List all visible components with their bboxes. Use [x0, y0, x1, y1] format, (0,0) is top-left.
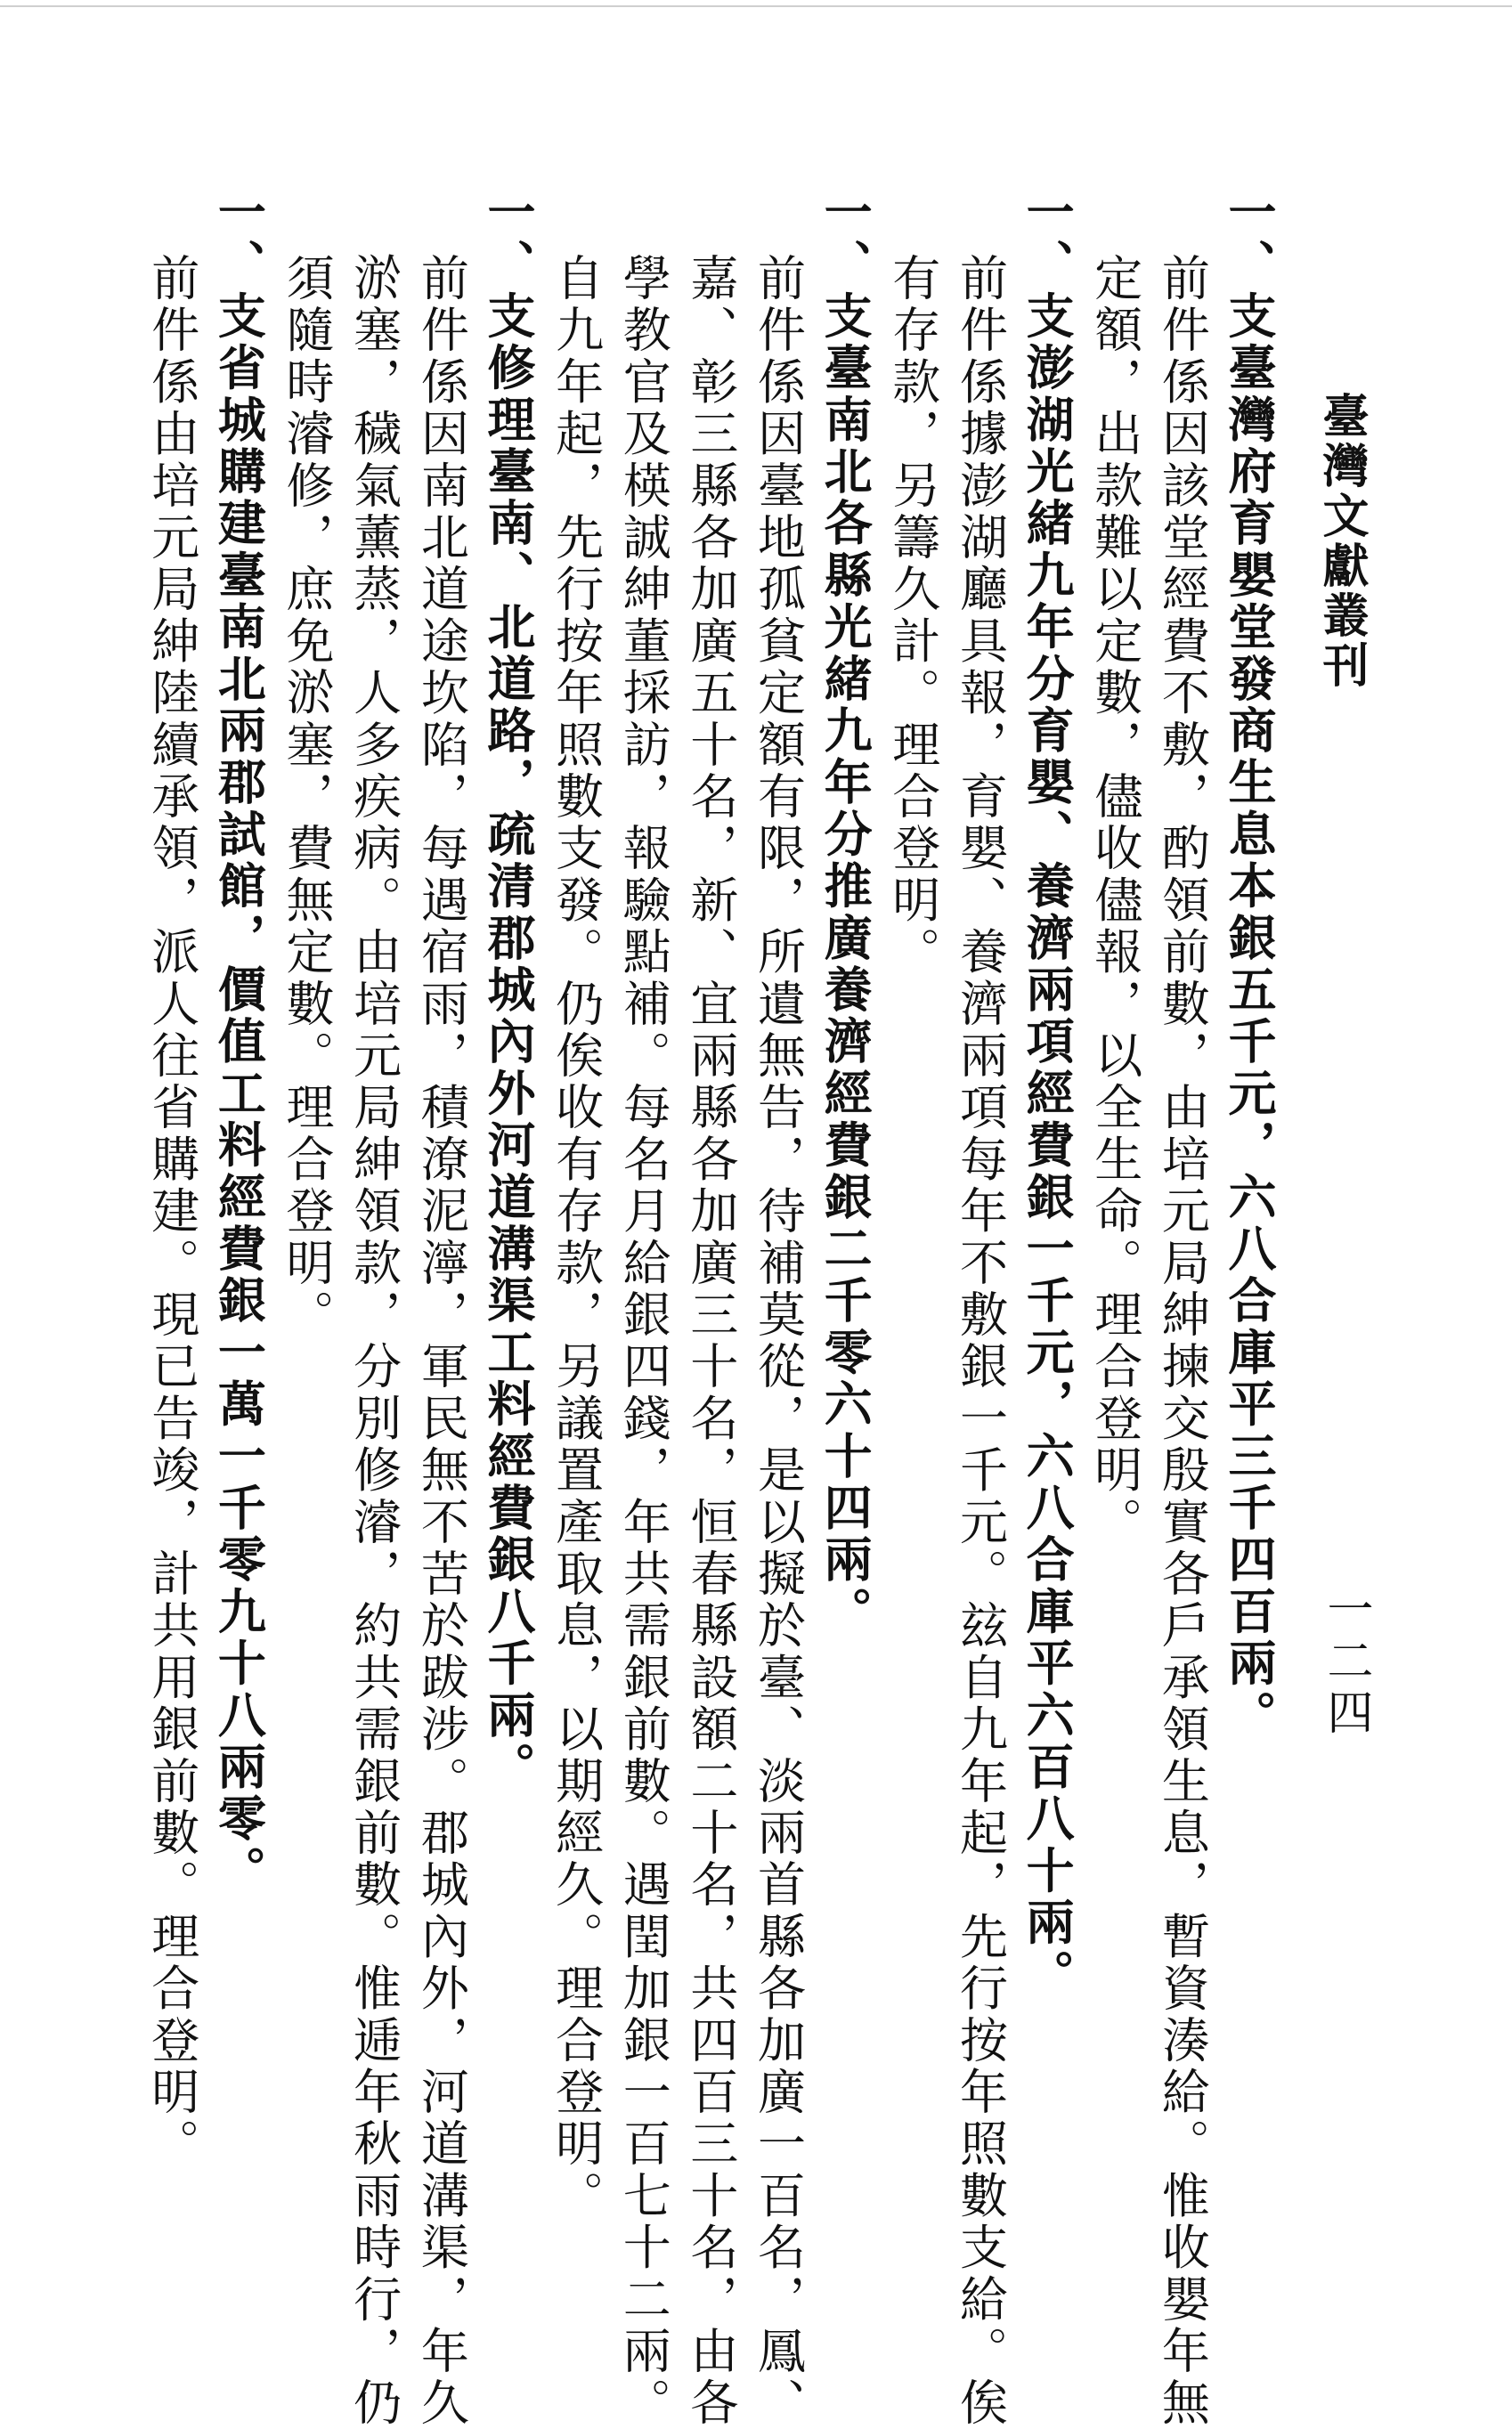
- item-4-body-line-3: 須隨時濬修，庶免淤塞，費無定數。理合登明。: [279, 253, 336, 1342]
- item-1-body-line-2: 定額，出款難以定數，儘收儘報，以全生命。理合登明。: [1086, 253, 1143, 1548]
- item-4-body-line-1: 前件係因南北道途坎陷，每遇宿雨，積潦泥濘，軍民無不苦於跋涉。郡城內外，河道溝渠，年久: [413, 253, 470, 2429]
- item-1-heading: 一、支臺灣府育嬰堂發商生息本銀五千元，六八合庫平三千四百兩。: [1221, 187, 1278, 1742]
- item-5-heading: 一、支省城購建臺南北兩郡試館，價值工料經費銀一萬一千零九十八兩零。: [210, 187, 268, 1897]
- item-3-body-line-3: 學教官及楧誠紳董採訪，報驗點補。每名月給銀四錢，年共需銀前數。遇閏加銀一百七十二兩。: [615, 253, 672, 2429]
- item-2-body-line-1: 前件係據澎湖廳具報，育嬰、養濟兩項每年不敷銀一千元。玆自九年起，先行按年照數支給。俟: [952, 253, 1009, 2429]
- item-3-body-line-4: 自九年起，先行按年照數支發。仍俟收有存款，另議置產取息，以期經久。理合登明。: [548, 253, 605, 2222]
- body-text: [142, 187, 1278, 2429]
- item-4-body-line-2: 淤塞，穢氣薰蒸，人多疾病。由培元局紳領款，分別修濬，約共需銀前數。惟逓年秋雨時行，仍: [345, 253, 402, 2429]
- item-2-body-line-2: 有存款，另籌久計。理合登明。: [884, 253, 941, 979]
- journal-title: 臺灣文獻叢刊: [1314, 392, 1369, 691]
- page-top-border: [0, 5, 1512, 7]
- item-2-heading: 一、支澎湖光緒九年分育嬰、養濟兩項經費銀一千元，六八合庫平六百八十兩。: [1019, 187, 1077, 2001]
- item-1-body-line-1: 前件係因該堂經費不敷，酌領前數，由培元局紳揀交殷實各戶承領生息，暫資湊給。惟收嬰年無: [1154, 253, 1211, 2429]
- item-3-heading: 一、支臺南北各縣光緒九年分推廣養濟經費銀二千零六十四兩。: [817, 187, 874, 1638]
- item-5-body-line-1: 前件係由培元局紳陸續承領，派人往省購建。現已告竣，計共用銀前數。理合登明。: [143, 253, 200, 2171]
- item-3-body-line-1: 前件係因臺地孤貧定額有限，所遺無告，待補莫從，是以擬於臺、淡兩首縣各加廣一百名，鳳、: [750, 253, 807, 2429]
- item-4-heading: 一、支修理臺南、北道路，疏清郡城內外河道溝渠工料經費銀八千兩。: [479, 187, 537, 1794]
- page-number: 一二四: [1319, 1585, 1372, 1740]
- item-3-body-line-2: 嘉、彰三縣各加廣五十名，新、宜兩縣各加廣三十名，恒春縣設額二十名，共四百三十名，由各: [682, 253, 739, 2429]
